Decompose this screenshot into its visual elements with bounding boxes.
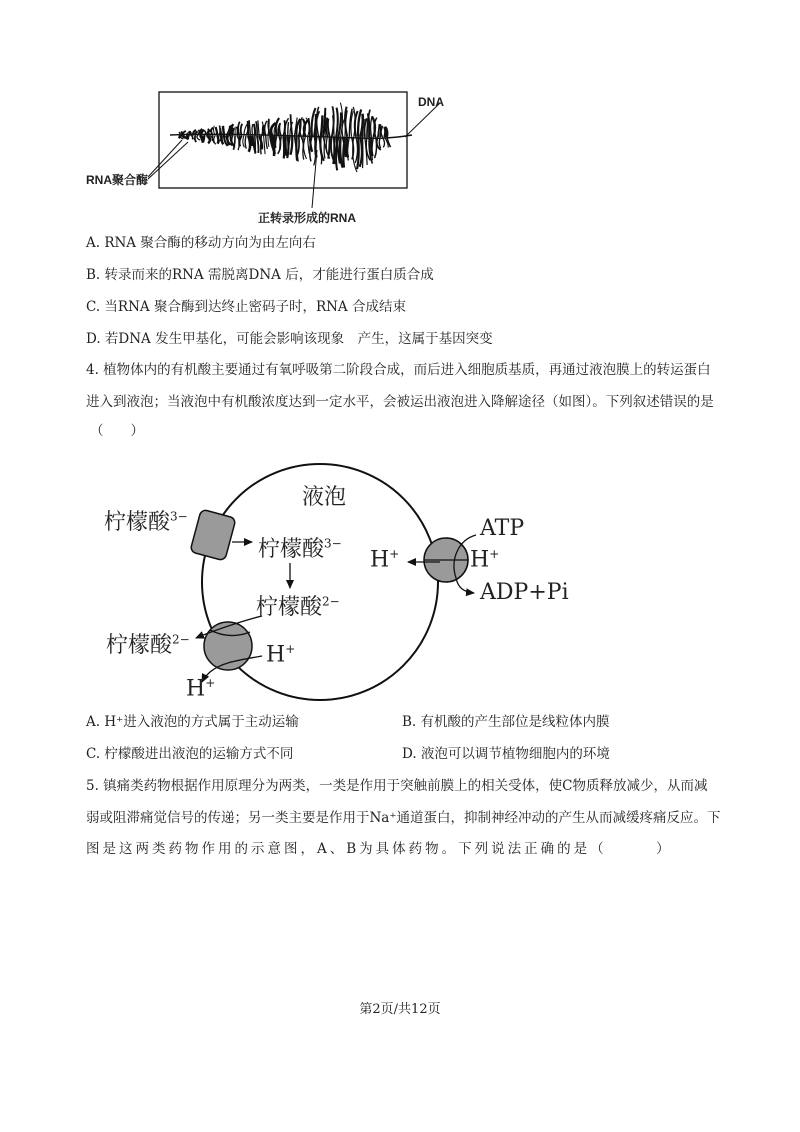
q4-option-a: A. H⁺进入液泡的方式属于主动运输 [86,714,299,730]
h-outside-left-label: H+ [186,676,216,702]
citrate2-inside-label: 柠檬酸$^{2-}$ [256,594,340,620]
rna-polymerase-label: RNA聚合酶 [86,173,148,187]
h-outside-right-label: H+ [470,547,500,573]
citrate2-outside-label: 柠檬酸$^{2-}$ [106,632,190,658]
q4-stem-line-3: （ ） [90,423,144,439]
citrate3-outside-label: 柠檬酸$^{3-}$ [104,509,188,535]
q4-option-c: C. 柠檬酸进出液泡的运输方式不同 [86,746,294,762]
dna-label: DNA [418,95,444,109]
q4-option-b: B. 有机酸的产生部位是线粒体内膜 [402,714,610,730]
q5-stem-line-1: 5. 镇痛类药物根据作用原理分为两类，一类是作用于突触前膜上的相关受体，使C物质释放减少，从而减 [86,778,708,794]
atp-label: ATP [480,516,525,541]
nascent-rna-label: 正转录形成的RNA [258,211,356,225]
page-number: 第2页/共12页 [359,1002,441,1017]
q5-stem-line-3: 图是这两类药物作用的示意图，A、B为具体药物。下列说法正确的是（ ） [86,841,673,857]
q3-option-b: B. 转录而来的RNA 需脱离DNA 后，才能进行蛋白质合成 [86,267,434,283]
q4-stem-line-2: 进入到液泡；当液泡中有机酸浓度达到一定水平，会被运出液泡进入降解途径（如图）。下列叙述错误的是 [86,394,714,410]
h-inside-right-label: H+ [370,547,400,573]
q4-stem-line-1: 4. 植物体内的有机酸主要通过有氧呼吸第二阶段合成，而后进入细胞质基质，再通过液泡膜上的转运蛋白 [86,362,711,378]
q3-option-a: A. RNA 聚合酶的移动方向为由左向右 [86,235,316,251]
h-inside-left-label: H+ [266,642,296,668]
q3-option-c: C. 当RNA 聚合酶到达终止密码子时，RNA 合成结束 [86,299,406,315]
citrate3-inside-label: 柠檬酸$^{3-}$ [258,536,342,562]
q3-option-d: D. 若DNA 发生甲基化，可能会影响该现象 产生，这属于基因突变 [86,331,493,347]
adp-pi-label: ADP+Pi [480,580,569,605]
citrate-transporter [190,509,236,561]
q5-stem-line-2: 弱或阻滞痛觉信号的传递；另一类主要是作用于Na⁺通道蛋白，抑制神经冲动的产生从而减缓疼痛反应。下 [86,810,721,826]
q4-option-d: D. 液泡可以调节植物细胞内的环境 [402,746,610,762]
vacuole-label: 液泡 [302,485,347,510]
